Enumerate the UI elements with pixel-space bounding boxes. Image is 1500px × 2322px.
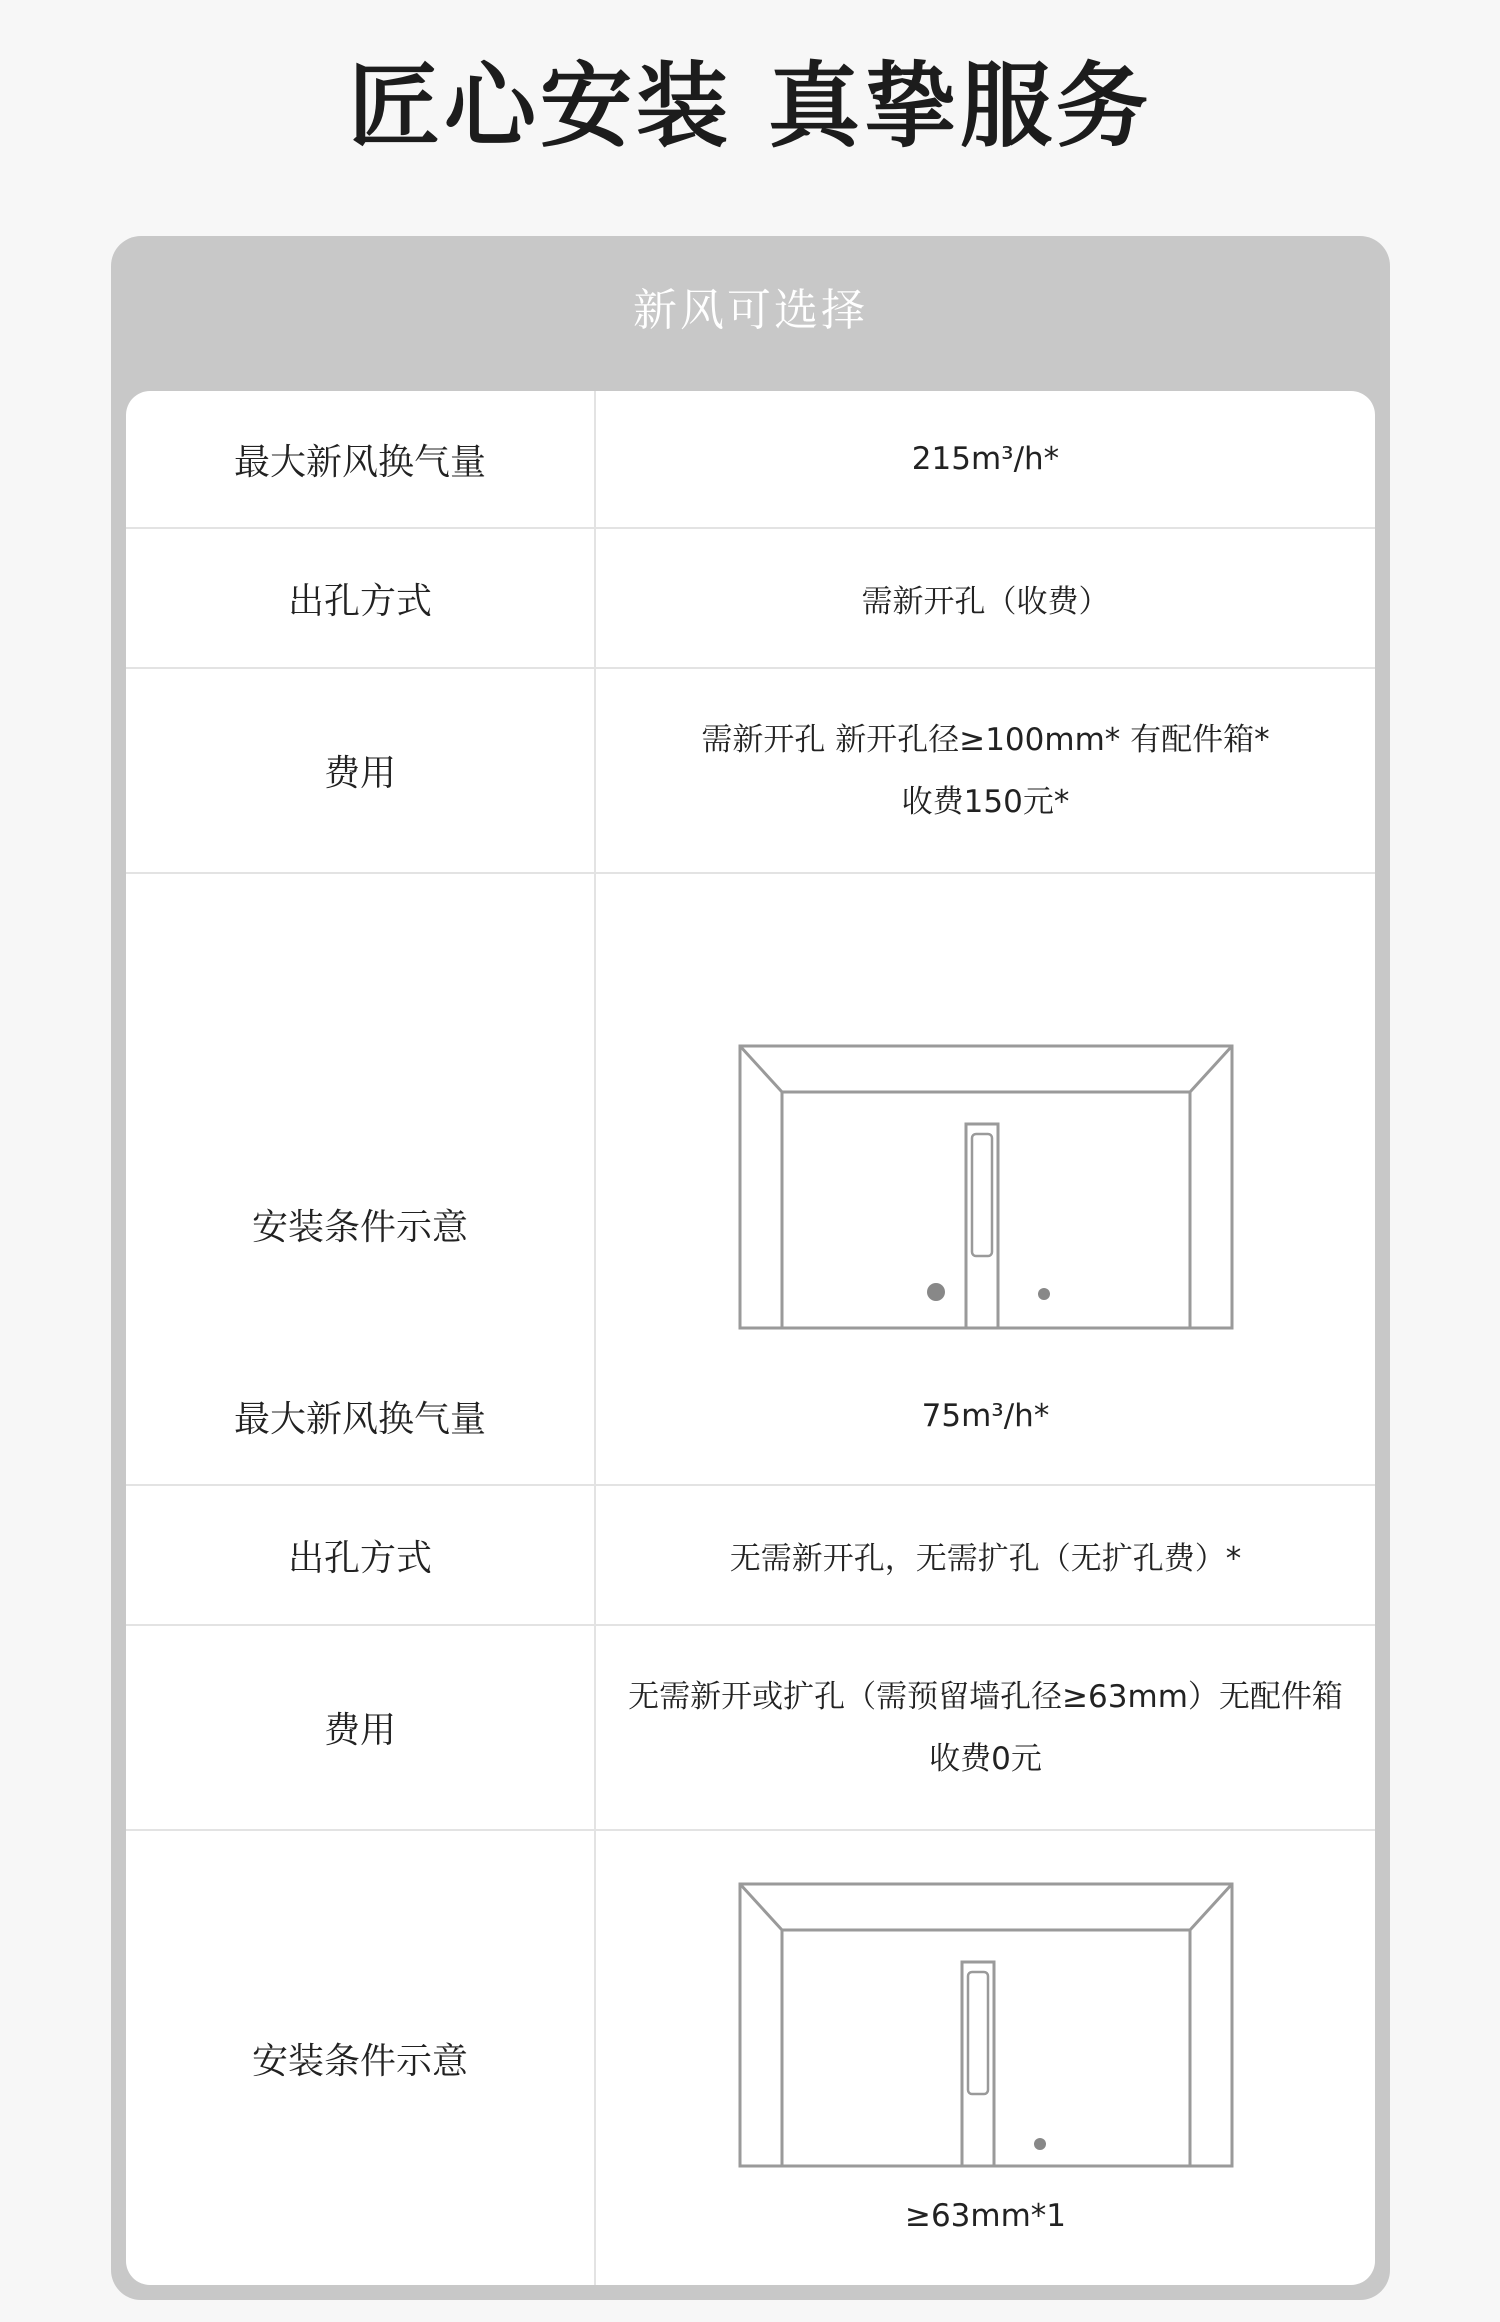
row-label: 安装条件示意 <box>251 1206 468 1248</box>
row-label: 费用 <box>323 753 396 794</box>
wall-hole-small <box>1038 1288 1050 1300</box>
row-label: 费用 <box>323 1710 396 1751</box>
row-value <box>596 669 1375 872</box>
table-row-fee <box>126 1626 1375 1831</box>
air-conditioner-panel <box>968 1972 988 2094</box>
hole-method-value: 需新开孔（收费） <box>861 583 1110 620</box>
row-label: 最大新风换气量 <box>233 441 486 483</box>
row-value <box>596 1831 1375 2285</box>
row-value <box>596 1348 1375 1484</box>
fee-line-1: 需新开孔 新开孔径≥100mm* 有配件箱* <box>701 721 1270 758</box>
row-label: 安装条件示意 <box>251 2040 468 2082</box>
row-value <box>596 1486 1375 1624</box>
row-label: 出孔方式 <box>287 1537 432 1579</box>
table-row-hole-method <box>126 529 1375 669</box>
diagram-caption: ≥63mm*1 <box>904 2198 1067 2234</box>
fee-line-2: 收费0元 <box>929 1740 1042 1777</box>
fee-line-2: 收费150元* <box>901 783 1070 820</box>
option-card-2 <box>126 1348 1375 2285</box>
table-row-hole-method <box>126 1486 1375 1626</box>
airflow-value: 75m³/h* <box>921 1398 1050 1434</box>
fee-line-1: 无需新开或扩孔（需预留墙孔径≥63mm）无配件箱 <box>628 1678 1343 1715</box>
room-install-diagram <box>738 1882 1234 2168</box>
table-row-airflow <box>126 1348 1375 1486</box>
row-label: 出孔方式 <box>287 580 432 622</box>
air-conditioner-panel <box>972 1134 992 1256</box>
table-row-airflow <box>126 391 1375 529</box>
wall-hole-small <box>1034 2138 1046 2150</box>
room-install-diagram <box>738 1044 1234 1330</box>
panel-header: 新风可选择 <box>633 285 868 336</box>
airflow-value: 215m³/h* <box>911 441 1060 477</box>
row-label: 最大新风换气量 <box>233 1398 486 1440</box>
row-value <box>596 529 1375 667</box>
hole-method-value: 无需新开孔，无需扩孔（无扩孔费）* <box>729 1540 1242 1577</box>
row-value <box>596 1626 1375 1829</box>
fresh-air-options-panel <box>111 236 1390 2300</box>
row-value <box>596 391 1375 527</box>
wall-hole-large <box>927 1283 945 1301</box>
table-row-fee <box>126 669 1375 874</box>
page-title: 匠心安装 真挚服务 <box>347 53 1153 160</box>
table-row-install-diagram <box>126 1831 1375 2285</box>
